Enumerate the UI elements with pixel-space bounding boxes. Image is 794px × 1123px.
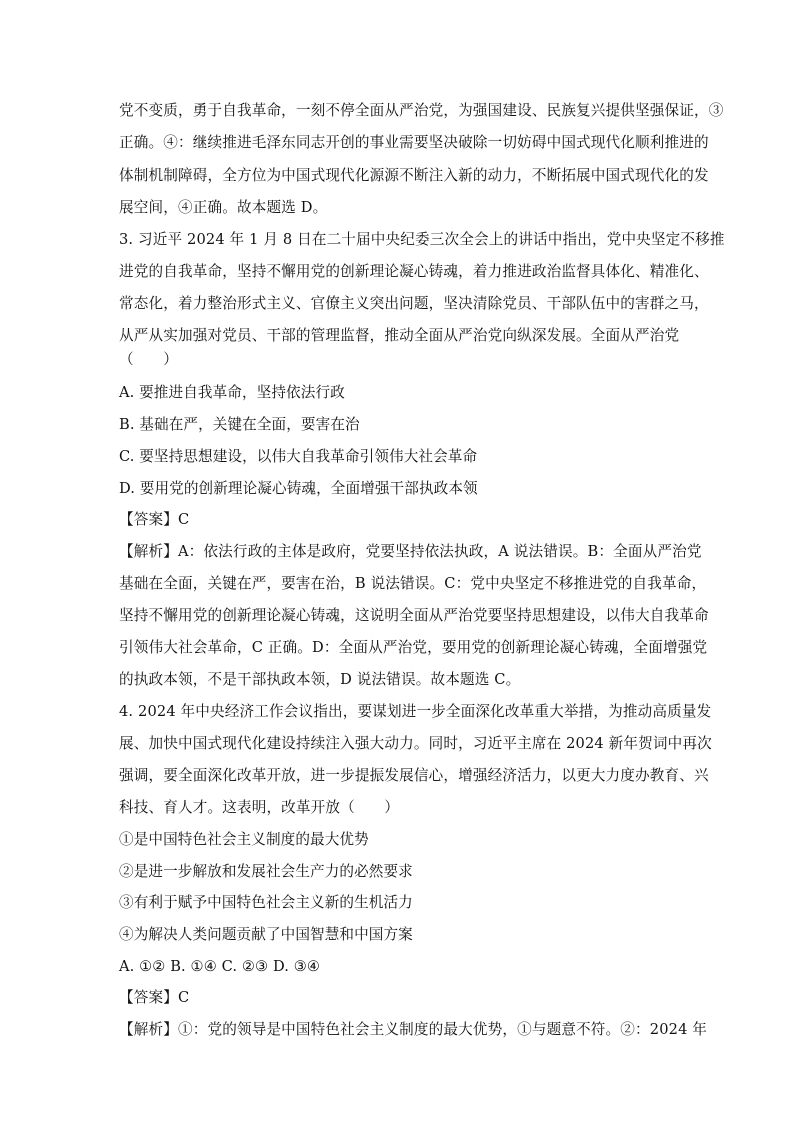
text-line: 坚持不懈用党的创新理论凝心铸魂，这说明全面从严治党要坚持思想建设，以伟大自我革命 [119, 607, 709, 624]
statement-4: ④为解决人类问题贡献了中国智慧和中国方案 [119, 926, 413, 943]
text-line: 进党的自我革命，坚持不懈用党的创新理论凝心铸魂，着力推进政治监督具体化、精准化、 [119, 263, 709, 280]
statement-3: ③有利于赋予中国特色社会主义新的生机活力 [119, 894, 413, 911]
question-3-stem: 3. 习近平 2024 年 1 月 8 日在二十届中央纪委三次全会上的讲话中指出，党中央坚定不移推 [119, 231, 725, 248]
statement-2: ②是进一步解放和发展社会生产力的必然要求 [119, 863, 413, 880]
text-line: 正确。④：继续推进毛泽东同志开创的事业需要坚决破除一切妨碍中国式现代化顺利推进的 [119, 134, 709, 151]
answer-blank: （ ） [119, 351, 178, 368]
analysis-text: 【解析】A：依法行政的主体是政府，党要坚持依法执政，A 说法错误。B：全面从严治党 [119, 543, 702, 560]
text-line: 强调，要全面深化改革开放，进一步提振发展信心，增强经济活力，以更大力度办教育、兴 [119, 767, 709, 784]
text-line: 的执政本领，不是干部执政本领，D 说法错误。故本题选 C。 [119, 671, 521, 688]
text-line: 科技、育人才。这表明，改革开放（ ） [119, 799, 400, 816]
answer-label: 【答案】C [119, 511, 190, 528]
question-4-stem: 4. 2024 年中央经济工作会议指出，要谋划进一步全面深化改革重大举措，为推动高质量发 [119, 703, 712, 720]
option-b: B. 基础在严，关键在全面，要害在治 [119, 416, 360, 433]
text-line: 党不变质，勇于自我革命，一刻不停全面从严治党，为强国建设、民族复兴提供坚强保证，③ [119, 102, 724, 119]
option-a: A. 要推进自我革命，坚持依法行政 [119, 384, 345, 401]
text-line: 展、加快中国式现代化建设持续注入强大动力。同时，习近平主席在 2024 新年贺词中再次 [119, 735, 712, 752]
option-c: C. 要坚持思想建设，以伟大自我革命引领伟大社会革命 [119, 448, 478, 465]
text-line: 引领伟大社会革命，C 正确。D：全面从严治党，要用党的创新理论凝心铸魂，全面增强党 [119, 639, 708, 656]
options-row: A. ①② B. ①④ C. ②③ D. ③④ [119, 958, 321, 975]
option-d: D. 要用党的创新理论凝心铸魂，全面增强干部执政本领 [119, 480, 478, 497]
text-line: 基础在全面，关键在严，要害在治，B 说法错误。C：党中央坚定不移推进党的自我革命， [119, 575, 707, 592]
text-line: 体制机制障碍，全方位为中国式现代化源源不断注入新的动力，不断拓展中国式现代化的发 [119, 167, 709, 184]
statement-1: ①是中国特色社会主义制度的最大优势 [119, 831, 369, 848]
analysis-text: 【解析】①：党的领导是中国特色社会主义制度的最大优势，①与题意不符。②：2024 年 [119, 1021, 708, 1038]
text-line: 展空间，④正确。故本题选 D。 [119, 199, 328, 216]
answer-label: 【答案】C [119, 989, 190, 1006]
text-line: 从严从实加强对党员、干部的管理监督，推动全面从严治党向纵深发展。全面从严治党 [119, 327, 680, 344]
text-line: 常态化，着力整治形式主义、官僚主义突出问题，坚决清除党员、干部队伍中的害群之马， [119, 295, 709, 312]
